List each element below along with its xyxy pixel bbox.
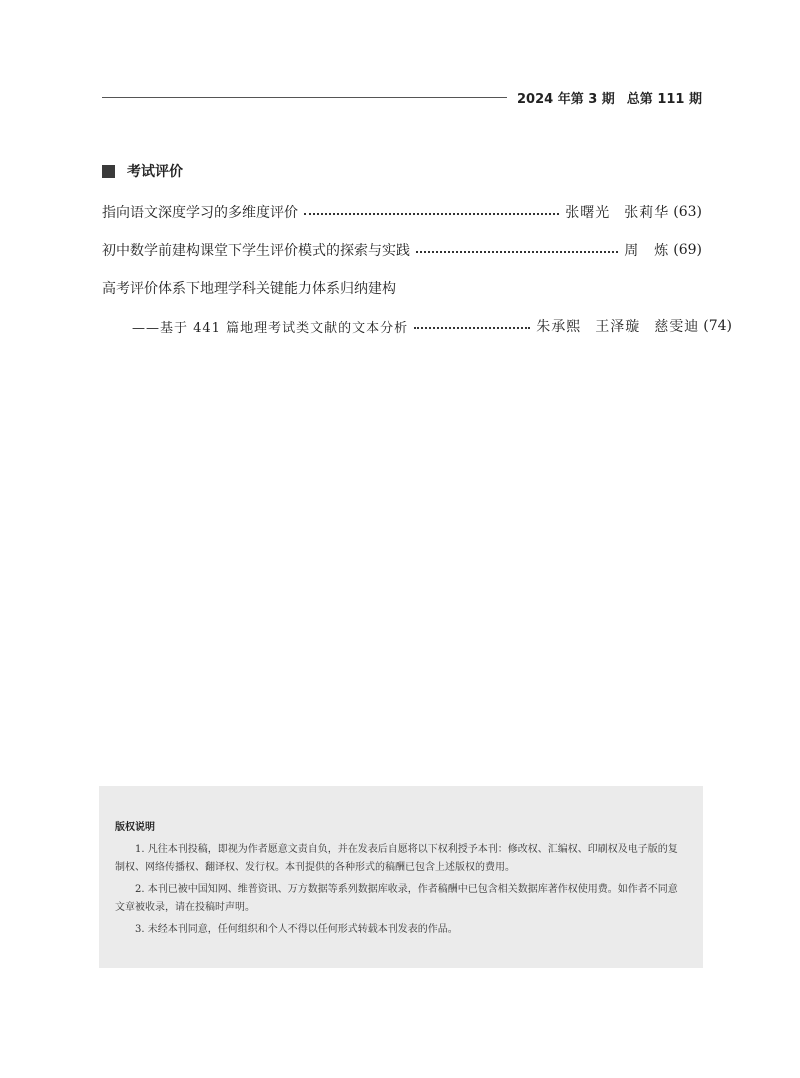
toc-entry-title: 高考评价体系下地理学科关键能力体系归纳建构 (102, 281, 396, 297)
total-issue-number: 总第 111 期 (626, 91, 702, 107)
copyright-heading: 版权说明 (115, 822, 155, 833)
header-rule (102, 97, 507, 98)
author-name: 张曙光 (565, 205, 611, 221)
toc-entry-authors (565, 202, 669, 222)
toc-entry-authors (624, 240, 669, 260)
leader-dots (416, 251, 618, 253)
author-name: 张莉华 (624, 205, 670, 221)
issue-number: 2024 年第 3 期 (516, 91, 615, 107)
issue-info (517, 88, 702, 107)
toc-entry[interactable] (102, 239, 702, 261)
copyright-item: 3. 未经本刊同意，任何组织和个人不得以任何形式转载本刊发表的作品。 (135, 924, 458, 935)
toc-entry[interactable] (102, 201, 702, 223)
author-name: 慈雯迪 (654, 319, 700, 335)
toc-entry-subtitle: ——基于 441 篇地理考试类文献的文本分析 (132, 320, 409, 336)
toc-entry-page: (69) (673, 242, 702, 258)
copyright-item: 1. 凡往本刊投稿，即视为作者愿意文责自负，并在发表后自愿将以下权利授予本刊：修改权、汇编权、印刷权及电子版的复制权、网络传播权、翻译权、发行权。本刊提供的各种形式的稿酬已包含上述版权的费用。 (115, 844, 678, 873)
author-name: 朱承熙 (536, 319, 582, 335)
leader-dots (304, 213, 559, 215)
toc-entry-title: 指向语文深度学习的多维度评价 (102, 205, 298, 221)
toc-entry-authors (536, 316, 699, 336)
author-name: 王泽璇 (595, 319, 641, 335)
leader-dots (414, 327, 530, 329)
toc-entry[interactable] (102, 277, 702, 299)
section-marker-icon (102, 165, 115, 178)
page-header (102, 86, 702, 108)
section-header (102, 161, 183, 181)
copyright-notice (99, 786, 703, 968)
toc-entry-page: (74) (703, 318, 732, 334)
section-title: 考试评价 (127, 164, 183, 180)
copyright-item: 2. 本刊已被中国知网、维普资讯、万方数据等系列数据库收录，作者稿酬中已包含相关数据库著作权使用费。如作者不同意文章被收录，请在投稿时声明。 (115, 884, 678, 913)
author-name: 周 炼 (624, 243, 670, 259)
toc-entry-subtitle-row[interactable] (102, 315, 732, 337)
toc-entry-page: (63) (673, 204, 702, 220)
toc-entry-title: 初中数学前建构课堂下学生评价模式的探索与实践 (102, 243, 410, 259)
